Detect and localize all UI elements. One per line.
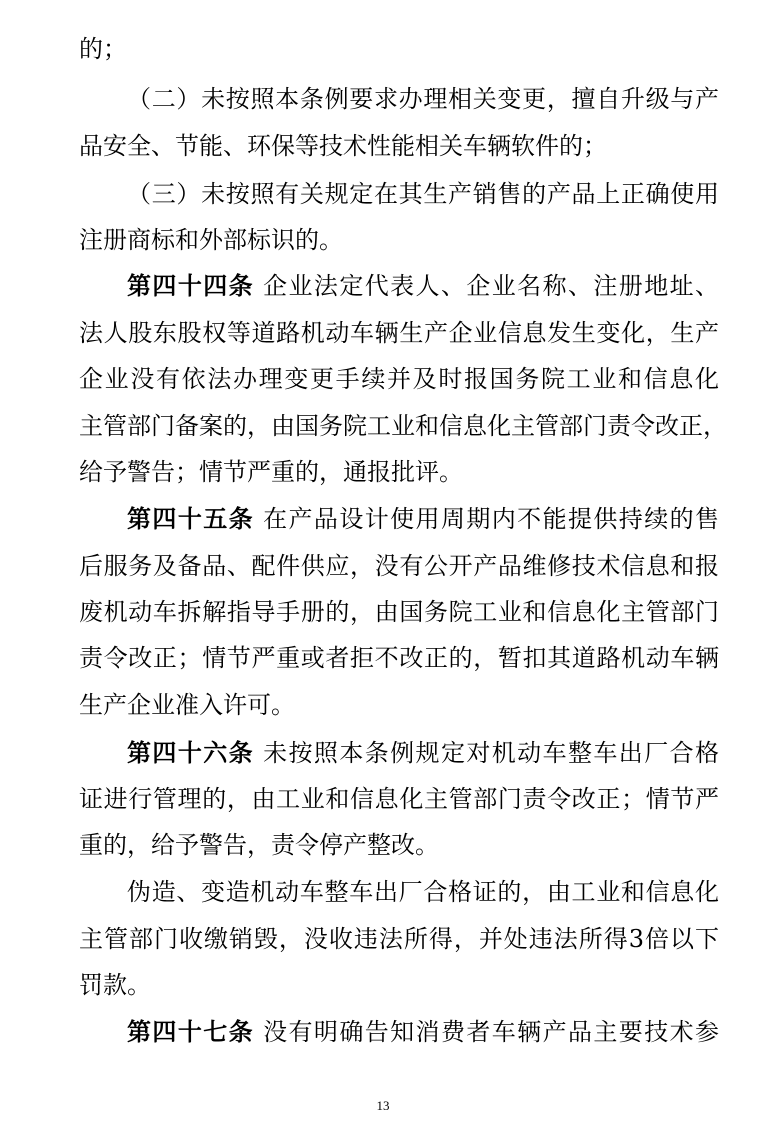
text-line: 注册商标和外部标识的。 bbox=[79, 226, 343, 254]
text-line: 生产企业准入许可。 bbox=[79, 691, 295, 719]
text-line: 伪造、变造机动车整车出厂合格证的，由工业和信息化 bbox=[127, 878, 719, 906]
text-line: 罚款。 bbox=[79, 971, 151, 999]
page-number: 13 bbox=[376, 1098, 390, 1113]
article-line bbox=[127, 738, 719, 768]
text-line: 品安全、节能、环保等技术性能相关车辆软件的； bbox=[79, 132, 607, 160]
article-text: 未按照本条例规定对机动车整车出厂合格 bbox=[263, 739, 720, 767]
article-heading: 第四十四条 bbox=[127, 271, 255, 300]
article-line bbox=[127, 271, 719, 301]
article-line bbox=[127, 1017, 719, 1047]
text-line: （二）未按照本条例要求办理相关变更，擅自升级与产 bbox=[127, 85, 719, 113]
text-line: 主管部门备案的，由国务院工业和信息化主管部门责令改正， bbox=[79, 412, 727, 440]
text-line: （三）未按照有关规定在其生产销售的产品上正确使用 bbox=[127, 180, 719, 208]
text-line: 后服务及备品、配件供应，没有公开产品维修技术信息和报 bbox=[79, 552, 719, 580]
text-line: 给予警告；情节严重的，通报批评。 bbox=[79, 458, 463, 486]
text-line: 证进行管理的，由工业和信息化主管部门责令改正；情节严 bbox=[79, 785, 719, 813]
text-line: 责令改正；情节严重或者拒不改正的，暂扣其道路机动车辆 bbox=[79, 644, 719, 672]
article-line bbox=[127, 504, 719, 534]
text-line: 的； bbox=[79, 35, 127, 63]
article-heading: 第四十七条 bbox=[127, 1017, 255, 1046]
text-line: 主管部门收缴销毁，没收违法所得，并处违法所得3倍以下 bbox=[79, 925, 719, 953]
article-text: 在产品设计使用周期内不能提供持续的售 bbox=[263, 505, 720, 533]
text-line: 重的，给予警告，责令停产整改。 bbox=[79, 831, 439, 859]
text-line: 法人股东股权等道路机动车辆生产企业信息发生变化，生产 bbox=[79, 319, 719, 347]
article-heading: 第四十六条 bbox=[127, 738, 255, 767]
article-text: 没有明确告知消费者车辆产品主要技术参 bbox=[263, 1018, 720, 1046]
text-line: 企业没有依法办理变更手续并及时报国务院工业和信息化 bbox=[79, 365, 719, 393]
text-line: 废机动车拆解指导手册的，由国务院工业和信息化主管部门 bbox=[79, 598, 719, 626]
article-heading: 第四十五条 bbox=[127, 504, 255, 533]
article-text: 企业法定代表人、企业名称、注册地址、 bbox=[263, 272, 720, 300]
